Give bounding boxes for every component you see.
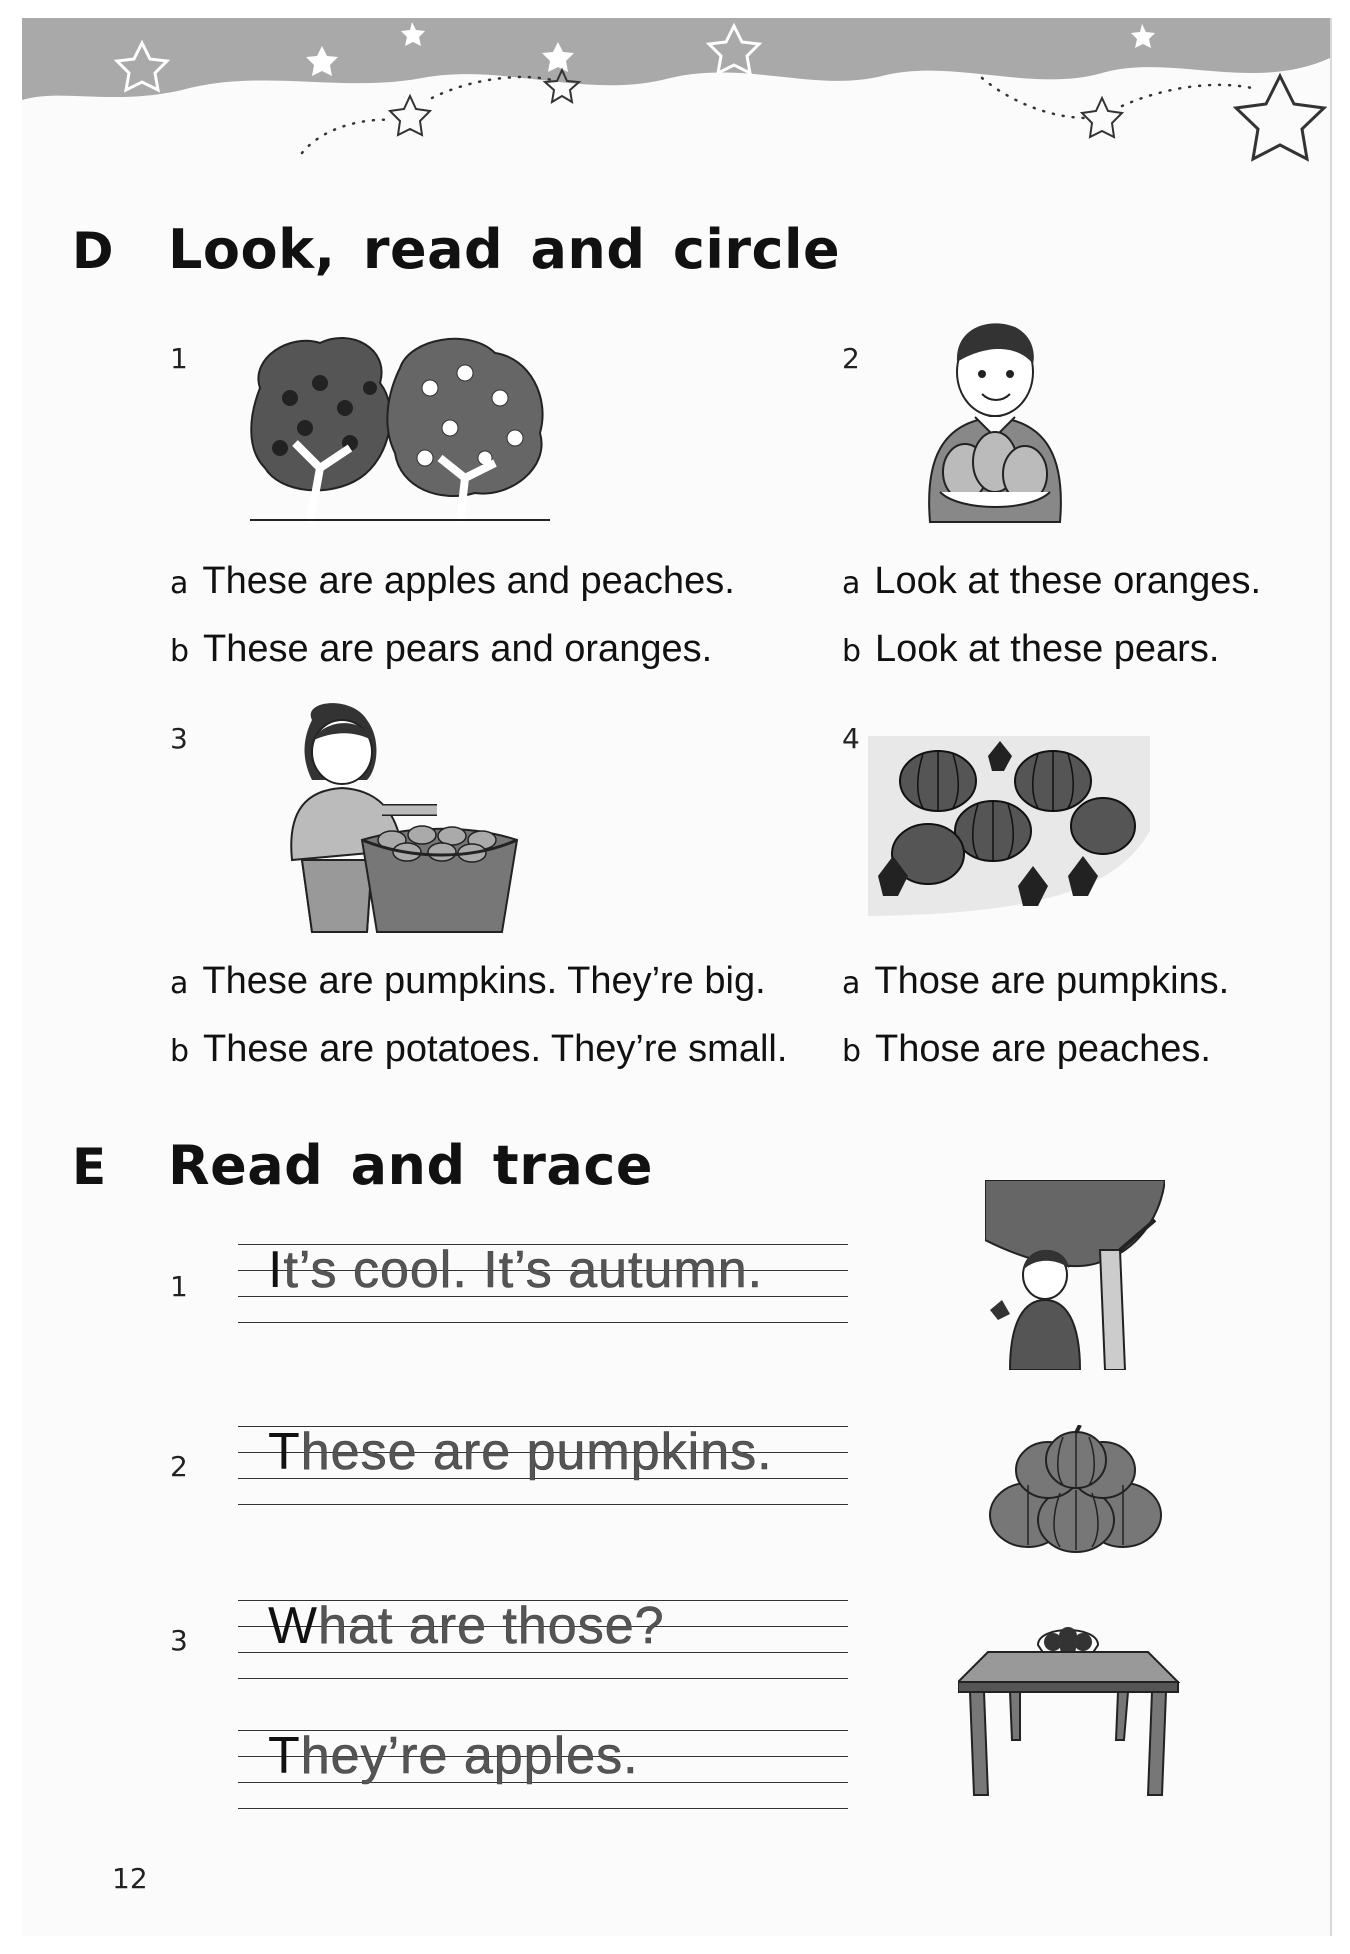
- girl-tree-illustration: [985, 1180, 1165, 1370]
- option-b[interactable]: [170, 628, 712, 671]
- option-letter: b: [842, 1034, 862, 1069]
- section-e-title: Read and trace: [168, 1134, 653, 1197]
- option-b[interactable]: [842, 1028, 1211, 1071]
- item-number: 2: [170, 1450, 188, 1483]
- pumpkin-field-illustration: [868, 736, 1150, 916]
- section-d-title: Look, read and circle: [168, 218, 841, 281]
- option-text: These are apples and peaches.: [202, 560, 735, 602]
- option-b[interactable]: [842, 628, 1219, 671]
- option-a[interactable]: [170, 560, 735, 603]
- item-number: 3: [170, 722, 188, 755]
- item-number: 3: [170, 1624, 188, 1657]
- item-number: 1: [170, 342, 188, 375]
- option-text: These are pumpkins. They’re big.: [202, 960, 766, 1002]
- option-a[interactable]: [170, 960, 766, 1003]
- star-icon: [1082, 98, 1122, 137]
- option-a[interactable]: [842, 560, 1261, 603]
- section-d-letter: D: [72, 222, 114, 280]
- option-letter: a: [842, 966, 861, 1001]
- option-text: These are pears and oranges.: [203, 628, 713, 670]
- trace-sentence[interactable]: It’s cool. It’s autumn.: [268, 1241, 764, 1299]
- option-letter: a: [170, 566, 189, 601]
- trace-sentence[interactable]: What are those?: [268, 1597, 665, 1655]
- option-text: Those are pumpkins.: [874, 960, 1230, 1002]
- item-number: 1: [170, 1270, 188, 1303]
- item-number: 4: [842, 722, 860, 755]
- trace-sentence[interactable]: They’re apples.: [268, 1727, 639, 1785]
- option-text: Look at these oranges.: [874, 560, 1261, 602]
- option-b[interactable]: [170, 1028, 787, 1071]
- girl-basket-illustration: [272, 700, 532, 934]
- option-text: These are potatoes. They’re small.: [203, 1028, 788, 1070]
- pumpkin-pile-illustration: [988, 1425, 1163, 1555]
- star-banner: [22, 18, 1330, 188]
- table-apples-illustration: [958, 1620, 1180, 1800]
- option-letter: b: [170, 634, 190, 669]
- option-letter: a: [170, 966, 189, 1001]
- option-a[interactable]: [842, 960, 1229, 1003]
- option-text: Look at these pears.: [875, 628, 1220, 670]
- option-letter: b: [170, 1034, 190, 1069]
- item-number: 2: [842, 342, 860, 375]
- star-icon: [390, 96, 430, 135]
- boy-pears-illustration: [920, 312, 1070, 526]
- section-e-letter: E: [72, 1138, 107, 1196]
- option-text: Those are peaches.: [875, 1028, 1211, 1070]
- option-letter: a: [842, 566, 861, 601]
- page-number: 12: [112, 1862, 148, 1895]
- trace-sentence[interactable]: These are pumpkins.: [268, 1423, 773, 1481]
- option-letter: b: [842, 634, 862, 669]
- tree-illustration: [250, 328, 550, 526]
